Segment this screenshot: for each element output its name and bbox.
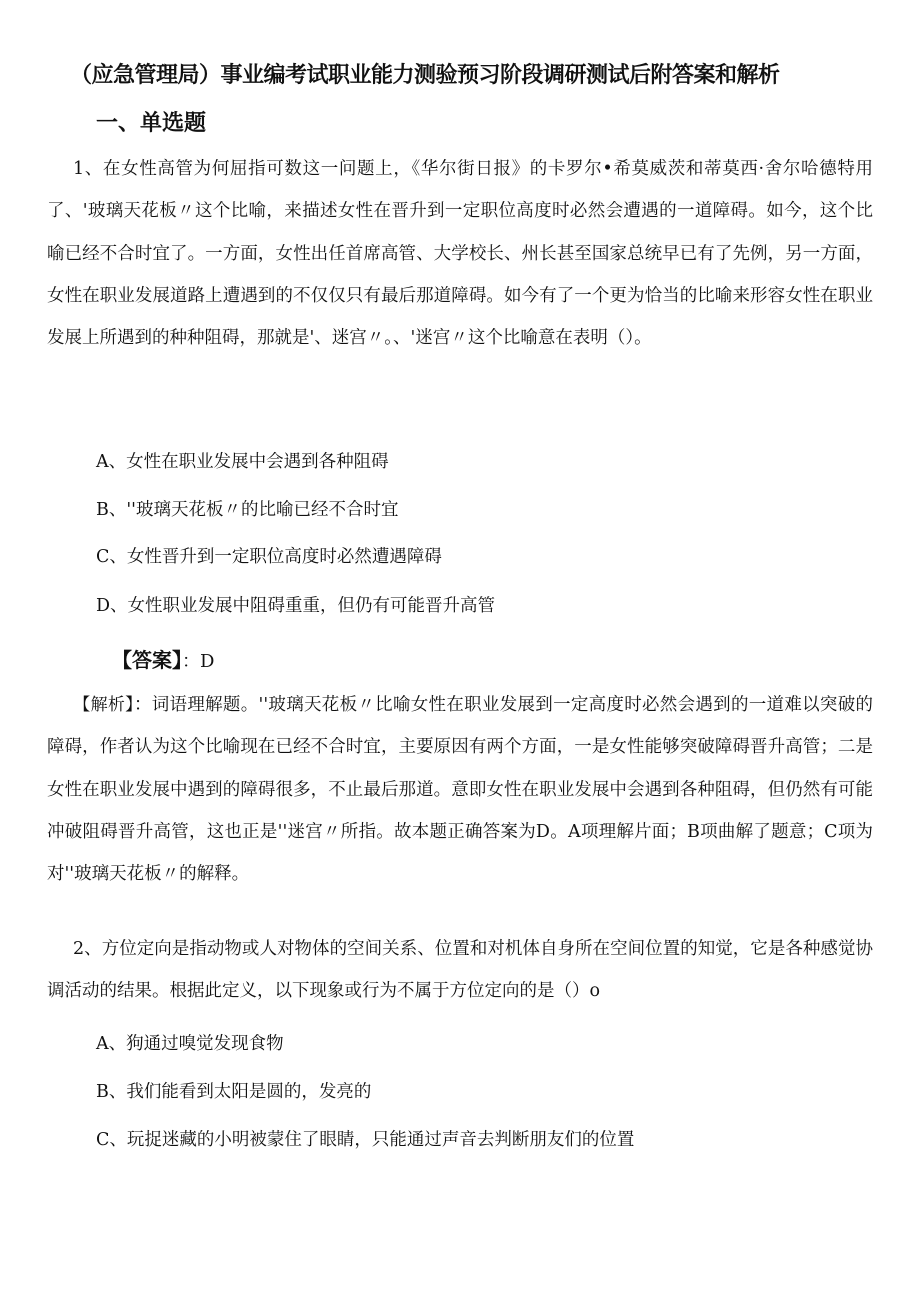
question-2-stem-text: 2、方位定向是指动物或人对物体的空间关系、位置和对机体自身所在空间位置的知觉，它是各种感觉协调活动的结果。根据此定义，以下现象或行为不属于方位定向的是（）o: [47, 939, 873, 1002]
answer-value: ：D: [182, 651, 215, 672]
question-1-stem: [47, 148, 873, 359]
question-2-stem: [47, 928, 873, 1013]
question-1-answer: [112, 644, 214, 673]
analysis-label: 【解析】: [73, 695, 134, 715]
question-2-option-c: C、玩捉迷藏的小明被蒙住了眼睛，只能通过声音去判断朋友们的位置: [96, 1130, 635, 1150]
question-2-option-a: A、狗通过嗅觉发现食物: [96, 1034, 284, 1054]
analysis-text: ：词语理解题。''玻璃天花板〃比喻女性在职业发展到一定高度时必然会遇到的一道难以突破的障碍，作者认为这个比喻现在已经不合时宜，主要原因有两个方面，一是女性能够突破障碍晋升高管；二是女性在职业发展中遇到的障碍很多，不止最后那道。意即女性在职业发展中会遇到各种阻碍，但仍然有可能冲破阻碍晋升高管，这也正是''迷宫〃所指。故本题正确答案为D。A项理解片面；B项曲解了题意；C项为对''玻璃天花板〃的解释。: [47, 695, 874, 885]
question-1-option-c: C、女性晋升到一定职位高度时必然遭遇障碍: [96, 547, 442, 567]
question-2-option-b: B、我们能看到太阳是圆的，发亮的: [96, 1082, 372, 1102]
answer-label: 【答案】: [112, 648, 182, 672]
document-title: （应急管理局）事业编考试职业能力测验预习阶段调研测试后附答案和解析: [70, 63, 780, 88]
question-1-option-d: D、女性职业发展中阻碍重重，但仍有可能晋升高管: [96, 596, 496, 616]
question-1-stem-text: 1、在女性高管为何屈指可数这一问题上，《华尔街日报》的卡罗尔•希莫威茨和蒂莫西·舍尔哈德特用了、'玻璃天花板〃这个比喻，来描述女性在晋升到一定职位高度时必然会遭遇的一道障碍。如今，这个比喻已经不合时宜了。一方面，女性出任首席高管、大学校长、州长甚至国家总统早已有了先例，另一方面，女性在职业发展道路上遭遇到的不仅仅只有最后那道障碍。如今有了一个更为恰当的比喻来形容女性在职业发展上所遇到的种种阻碍，那就是'、迷宫〃。、'迷宫〃这个比喻意在表明（）。: [47, 159, 873, 349]
question-1-option-a: A、女性在职业发展中会遇到各种阻碍: [96, 452, 389, 472]
question-1-option-b: B、''玻璃天花板〃的比喻已经不合时宜: [96, 500, 399, 520]
section-heading: 一、单选题: [96, 111, 207, 136]
question-1-analysis: [47, 684, 873, 895]
